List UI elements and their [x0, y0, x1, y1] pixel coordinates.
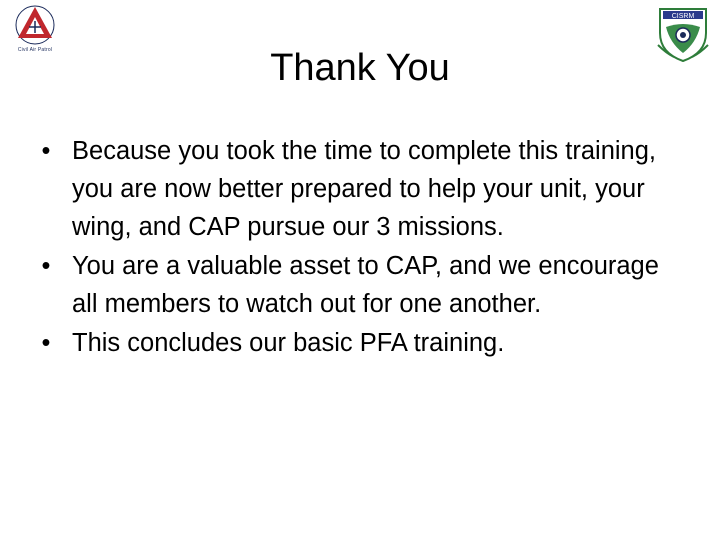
- bullet-item: [36, 247, 676, 323]
- bullet-glyph: •: [41, 252, 51, 280]
- slide-title: Thank You: [270, 47, 450, 89]
- civil-air-patrol-triangle-icon: [9, 4, 61, 46]
- bullet-list: [36, 132, 676, 363]
- bullet-text: This concludes our basic PFA training.: [72, 329, 505, 357]
- shield-banner-text: CISRM: [671, 13, 695, 20]
- bullet-text: You are a valuable asset to CAP, and we encourage all members to watch out for one another.: [72, 252, 659, 318]
- bullet-item: [36, 132, 676, 246]
- logo-caption: Civil Air Patrol: [17, 47, 53, 53]
- bullet-item: [36, 324, 676, 362]
- bullet-glyph: •: [41, 137, 51, 165]
- bullet-glyph: •: [41, 329, 51, 357]
- bullet-text: Because you took the time to complete this training, you are now better prepared to help your unit, your wing, and CAP pursue our 3 missions.: [72, 137, 656, 241]
